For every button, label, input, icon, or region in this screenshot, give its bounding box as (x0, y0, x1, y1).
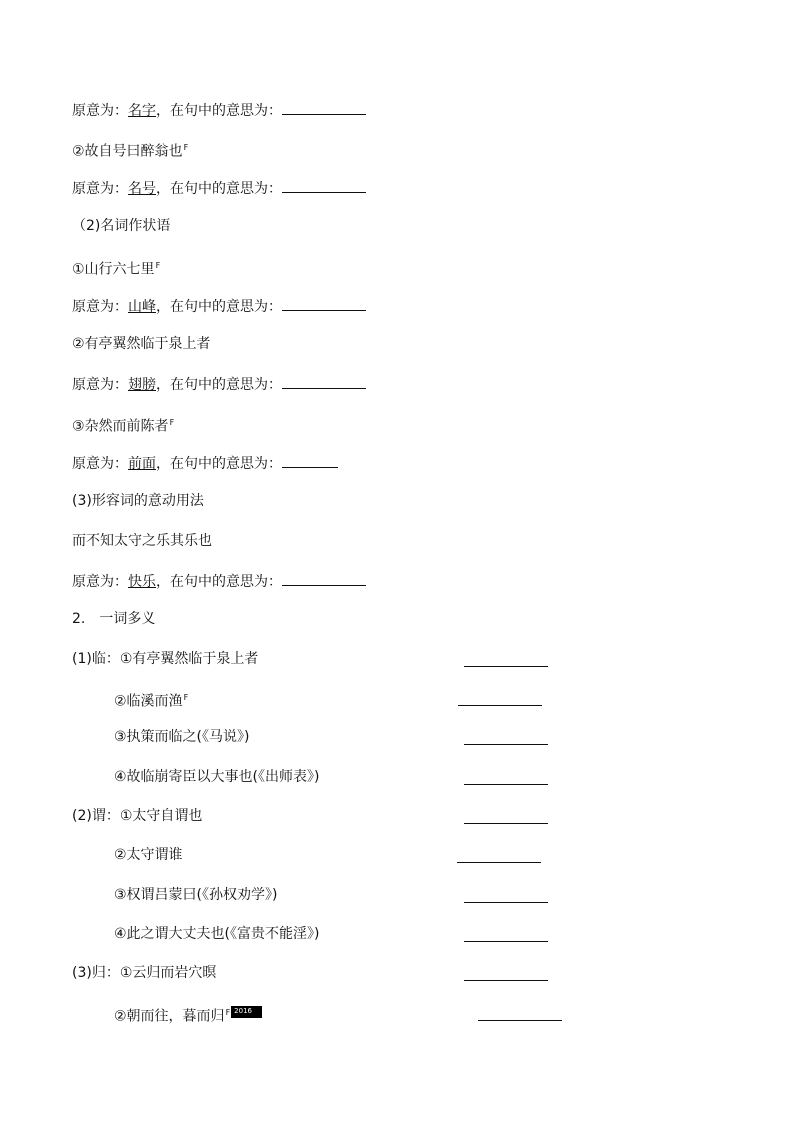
answer-blank[interactable] (458, 689, 542, 706)
answer-blank[interactable] (282, 453, 338, 468)
answer-blank[interactable] (464, 768, 548, 785)
polysemy-item: ④故临崩寄臣以大事也(《出师表》) (114, 769, 320, 785)
subsection-heading: (3)形容词的意动用法 (72, 493, 204, 509)
meaning-line (72, 374, 366, 394)
meaning-line (72, 178, 366, 198)
meaning-suffix: ，在句中的意思为： (156, 299, 282, 315)
original-word: 名字 (128, 103, 156, 119)
meaning-prefix: 原意为： (72, 181, 128, 197)
meaning-prefix: 原意为： (72, 299, 128, 315)
footnote-mark: F (169, 418, 175, 427)
meaning-line (72, 100, 366, 120)
answer-blank[interactable] (282, 296, 366, 311)
meaning-suffix: ，在句中的意思为： (156, 181, 282, 197)
original-word: 翅膀 (128, 377, 156, 393)
footnote-mark: F (225, 1008, 231, 1017)
meaning-prefix: 原意为： (72, 456, 128, 472)
meaning-prefix: 原意为： (72, 377, 128, 393)
answer-blank[interactable] (464, 650, 548, 667)
meaning-suffix: ，在句中的意思为： (156, 456, 282, 472)
subsection-heading: （2)名词作状语 (72, 218, 171, 234)
original-word: 前面 (128, 456, 156, 472)
meaning-line (72, 296, 366, 316)
sentence-text: ③杂然而前陈者 (72, 418, 169, 435)
answer-blank[interactable] (282, 374, 366, 389)
answer-blank[interactable] (464, 728, 548, 745)
polysemy-item (114, 689, 188, 711)
example-sentence: 而不知太守之乐其乐也 (72, 533, 212, 549)
answer-blank[interactable] (478, 1004, 562, 1021)
meaning-line (72, 571, 366, 591)
sentence-text: ②临溪而渔 (114, 693, 183, 710)
sentence-text: ①山行六七里 (72, 261, 155, 278)
polysemy-item: (1)临：①有亭翼然临于泉上者 (72, 651, 259, 667)
example-sentence (72, 414, 174, 436)
polysemy-item (114, 1004, 262, 1026)
answer-blank[interactable] (282, 178, 366, 193)
answer-blank[interactable] (457, 846, 541, 863)
answer-blank[interactable] (464, 925, 548, 942)
meaning-suffix: ，在句中的意思为： (156, 574, 282, 590)
meaning-prefix: 原意为： (72, 103, 128, 119)
example-sentence (72, 139, 188, 161)
section-heading: 2. 一词多义 (72, 611, 156, 627)
original-word: 快乐 (128, 574, 156, 590)
answer-blank[interactable] (282, 571, 366, 586)
polysemy-item: (3)归：①云归而岩穴暝 (72, 965, 217, 981)
meaning-suffix: ，在句中的意思为： (156, 377, 282, 393)
year-stamp: 2016 (231, 1006, 262, 1018)
example-sentence (72, 257, 160, 279)
meaning-prefix: 原意为： (72, 574, 128, 590)
answer-blank[interactable] (464, 807, 548, 824)
polysemy-item: (2)谓：①太守自谓也 (72, 808, 203, 824)
polysemy-item: ③权谓吕蒙曰(《孙权劝学》) (114, 887, 278, 903)
footnote-mark: F (155, 261, 161, 270)
original-word: 山峰 (128, 299, 156, 315)
answer-blank[interactable] (464, 886, 548, 903)
original-word: 名号 (128, 181, 156, 197)
meaning-suffix: ，在句中的意思为： (156, 103, 282, 119)
polysemy-item: ③执策而临之(《马说》) (114, 729, 250, 745)
polysemy-item: ②太守谓谁 (114, 847, 183, 863)
footnote-mark: F (183, 693, 189, 702)
meaning-line (72, 453, 338, 473)
footnote-mark: F (183, 143, 189, 152)
sentence-text: ②朝而往，暮而归 (114, 1008, 225, 1025)
answer-blank[interactable] (282, 100, 366, 115)
example-sentence: ②有亭翼然临于泉上者 (72, 336, 211, 352)
sentence-text: ②故自号曰醉翁也 (72, 143, 183, 160)
answer-blank[interactable] (464, 964, 548, 981)
polysemy-item: ④此之谓大丈夫也(《富贵不能淫》) (114, 926, 320, 942)
